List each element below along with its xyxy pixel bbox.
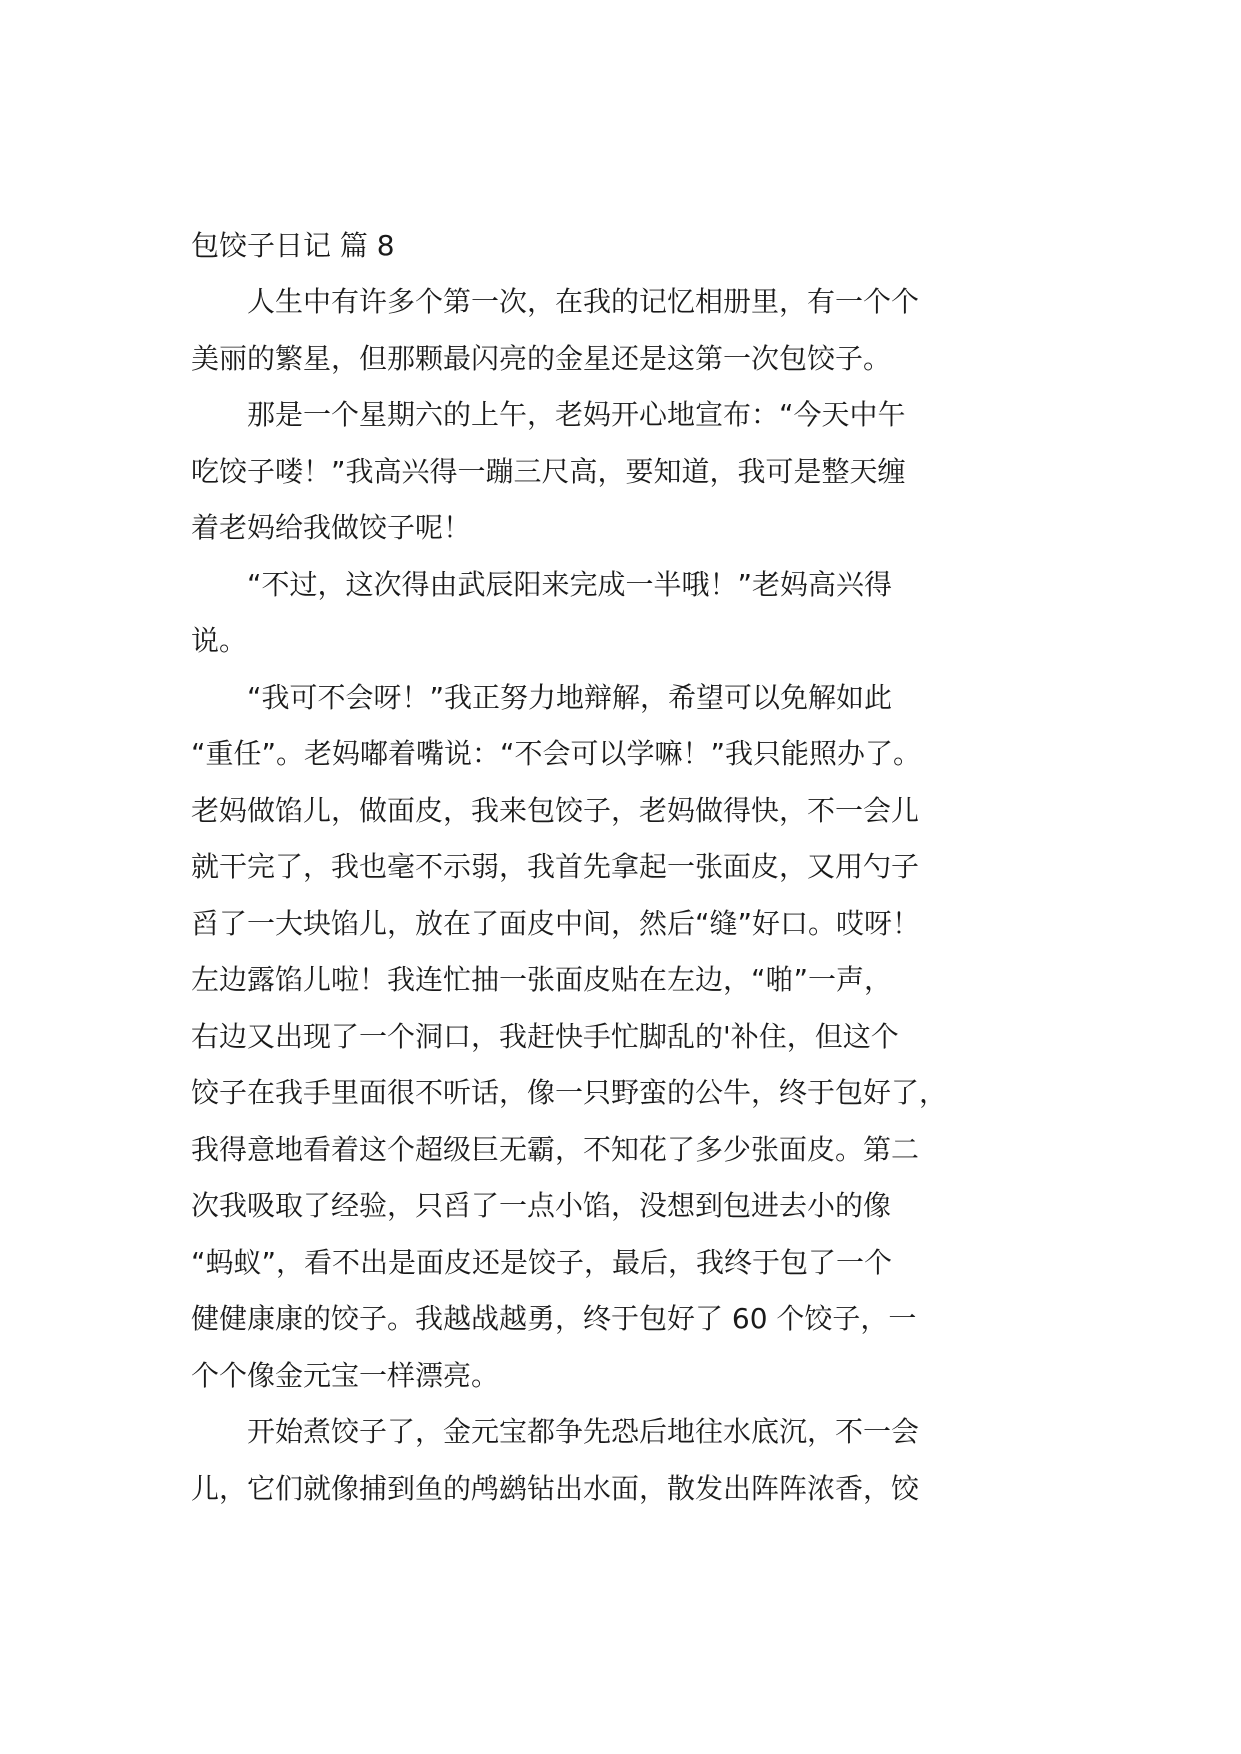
text-line: 健健康康的饺子。我越战越勇，终于包好了 60 个饺子，一 bbox=[191, 1302, 917, 1335]
text-line: 次我吸取了经验，只舀了一点小馅，没想到包进去小的像 bbox=[191, 1189, 892, 1222]
text-line: 吃饺子喽！”我高兴得一蹦三尺高，要知道，我可是整天缠 bbox=[191, 454, 906, 488]
text-line: 个个像金元宝一样漂亮。 bbox=[191, 1358, 500, 1392]
document-title: 包饺子日记 篇 8 bbox=[191, 229, 395, 262]
text-line: 儿，它们就像捕到鱼的鸬鹚钻出水面，散发出阵阵浓香，饺 bbox=[191, 1471, 920, 1505]
text-line: 我得意地看着这个超级巨无霸，不知花了多少张面皮。第二 bbox=[191, 1132, 920, 1166]
text-line: 人生中有许多个第一次，在我的记忆相册里，有一个个 bbox=[247, 285, 920, 318]
text-line: 舀了一大块馅儿，放在了面皮中间，然后“缝”好口。哎呀！ bbox=[191, 906, 921, 940]
paragraph-1 bbox=[191, 274, 1061, 387]
text-line: 老妈做馅儿，做面皮，我来包饺子，老妈做得快，不一会儿 bbox=[191, 793, 920, 827]
paragraph-4 bbox=[191, 670, 1061, 1405]
text-line: 右边又出现了一个洞口，我赶快手忙脚乱的'补住，但这个 bbox=[191, 1019, 899, 1053]
text-line: 开始煮饺子了，金元宝都争先恐后地往水底沉，不一会 bbox=[247, 1415, 920, 1448]
text-line: “蚂蚁”，看不出是面皮还是饺子，最后，我终于包了一个 bbox=[191, 1245, 893, 1279]
text-line: “不过，这次得由武辰阳来完成一半哦！”老妈高兴得 bbox=[247, 567, 893, 601]
text-line: “我可不会呀！”我正努力地辩解，希望可以免解如此 bbox=[247, 680, 893, 714]
paragraph-3 bbox=[191, 557, 1061, 670]
text-line: 美丽的繁星，但那颗最闪亮的金星还是这第一次包饺子。 bbox=[191, 341, 892, 375]
text-line: 就干完了，我也毫不示弱，我首先拿起一张面皮，又用勺子 bbox=[191, 850, 920, 883]
text-line: 饺子在我手里面很不听话，像一只野蛮的公牛，终于包好了， bbox=[191, 1076, 948, 1109]
text-line: 说。 bbox=[191, 624, 248, 657]
text-line: 那是一个星期六的上午，老妈开心地宣布：“今天中午 bbox=[247, 398, 906, 431]
paragraph-2 bbox=[191, 387, 1061, 557]
text-line: “重任”。老妈嘟着嘴说：“不会可以学嘛！”我只能照办了。 bbox=[191, 737, 922, 770]
text-line: 着老妈给我做饺子呢！ bbox=[191, 511, 472, 544]
document-body bbox=[191, 218, 1061, 1517]
text-line: 左边露馅儿啦！我连忙抽一张面皮贴在左边，“啪”一声， bbox=[191, 963, 893, 996]
paragraph-5 bbox=[191, 1404, 1061, 1517]
